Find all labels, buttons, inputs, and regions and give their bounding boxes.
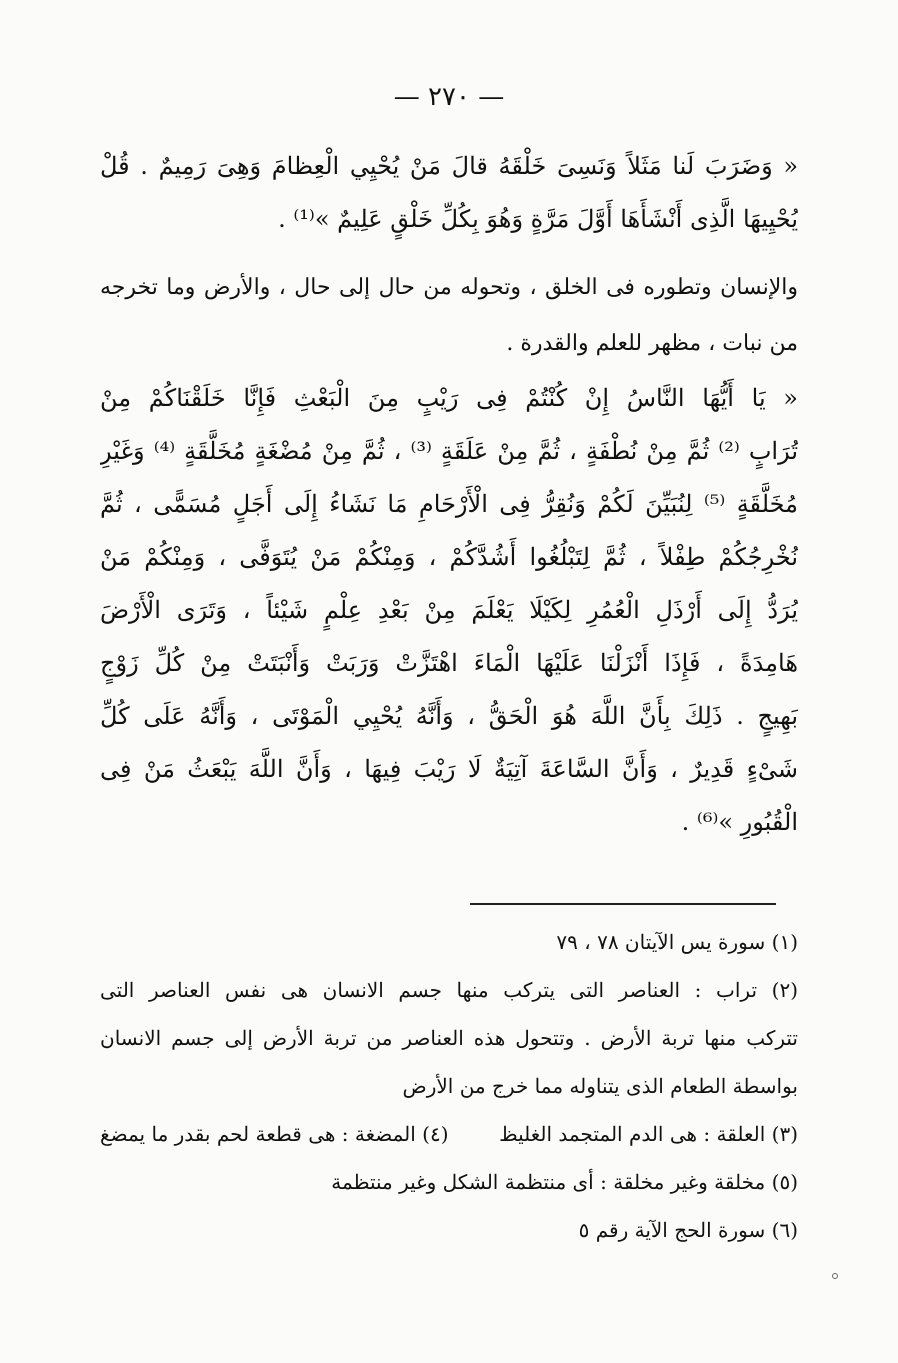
footnote-row-3-4: [100, 1110, 798, 1158]
footnote-3: (٣) العلقة : هى الدم المتجمد الغليظ: [499, 1122, 798, 1146]
text-line: والإنسان وتطوره فى الخلق ، وتحوله من حال إلى حال ، والأرض وما تخرجه: [100, 275, 798, 300]
footnote-1: (١) سورة يس الآيتان ٧٨ ، ٧٩: [556, 930, 798, 954]
prose-paragraph: [100, 260, 798, 372]
verse-paragraph-1: [100, 140, 798, 246]
footnote-6: (٦) سورة الحج الآية رقم ٥: [578, 1218, 798, 1242]
text-line: هَامِدَةً ، فَإِذَا أَنْزَلْنَا عَلَيْهَا الْمَاءَ اهْتَزَّتْ وَرَبَتْ وَأَنْبَتَتْ مِنْ كُلِّ زَوْجٍ: [100, 649, 798, 677]
text-line: الْقُبُورِ »⁽⁶⁾ .: [681, 808, 798, 836]
footnote-2-line: بواسطة الطعام الذى يتناوله مما خرج من الأرض: [402, 1074, 798, 1098]
text-line: من نبات ، مظهر للعلم والقدرة .: [506, 331, 798, 356]
footnote-5: (٥) مخلقة وغير مخلقة : أى منتظمة الشكل وغير منتظمة: [331, 1170, 798, 1194]
footnote-2-line: تتركب منها تربة الأرض . وتتحول هذه العناصر من تربة الأرض إلى جسم الانسان: [100, 1026, 798, 1050]
text-line: يُرَدُّ إِلَى أَرْذَلِ الْعُمُرِ لِكَيْلَا يَعْلَمَ مِنْ بَعْدِ عِلْمٍ شَيْئاً ، وَتَرَى الْأَرْضَ: [100, 596, 798, 624]
page-number: — ٢٧٠ —: [393, 82, 505, 112]
footnotes: [100, 918, 798, 1254]
text-line: تُرَابٍ ⁽²⁾ ثُمَّ مِنْ نُطْفَةٍ ، ثُمَّ مِنْ عَلَقَةٍ ⁽³⁾ ، ثُمَّ مِنْ مُضْغَةٍ مُخَلَّقَةٍ ⁽⁴⁾ وَغَيْرِ: [100, 437, 798, 465]
footnote-4: (٤) المضغة : هى قطعة لحم بقدر ما يمضغ: [100, 1122, 449, 1146]
text-line: يُحْيِيهَا الَّذِى أَنْشَأَهَا أَوَّلَ مَرَّةٍ وَهُوَ بِكُلِّ خَلْقٍ عَلِيمٌ »⁽¹⁾ .: [278, 205, 798, 233]
verse-paragraph-2: [100, 372, 798, 849]
text-line: بَهِيجٍ . ذَلِكَ بِأَنَّ اللَّهَ هُوَ الْحَقُّ ، وَأَنَّهُ يُحْيِي الْمَوْتَى ، وَأَنَّهُ عَلَى كُلِّ: [100, 702, 798, 730]
footnote-2-line: (٢) تراب : العناصر التى يتركب منها جسم الانسان هى نفس العناصر التى: [100, 978, 798, 1002]
text-line: « يَا أَيُّهَا النَّاسُ إِنْ كُنْتُمْ فِى رَيْبٍ مِنَ الْبَعْثِ فَإِنَّا خَلَقْنَاكُمْ مِنْ: [100, 384, 798, 412]
text-line: شَىْءٍ قَدِيرٌ ، وَأَنَّ السَّاعَةَ آتِيَةٌ لَا رَيْبَ فِيهَا ، وَأَنَّ اللَّهَ يَبْعَثُ مَنْ فِى: [100, 755, 798, 783]
footnote-divider: [470, 903, 776, 905]
text-line: نُخْرِجُكُمْ طِفْلاً ، ثُمَّ لِتَبْلُغُوا أَشُدَّكُمْ ، وَمِنْكُمْ مَنْ يُتَوَفَّى ، وَمِنْكُمْ مَنْ: [100, 543, 798, 571]
text-line: مُخَلَّقَةٍ ⁽⁵⁾ لِنُبَيِّنَ لَكُمْ وَنُقِرُّ فِى الْأَرْحَامِ مَا نَشَاءُ إِلَى أَجَلٍ مُسَمًّى ، ثُمَّ: [100, 490, 798, 518]
text-line: « وَضَرَبَ لَنا مَثَلاً وَنَسِىَ خَلْقَهُ قالَ مَنْ يُحْيِي الْعِظامَ وَهِىَ رَمِيمٌ . قُلْ: [100, 152, 798, 180]
paper-speck: [832, 1273, 838, 1279]
main-text: [100, 140, 798, 849]
